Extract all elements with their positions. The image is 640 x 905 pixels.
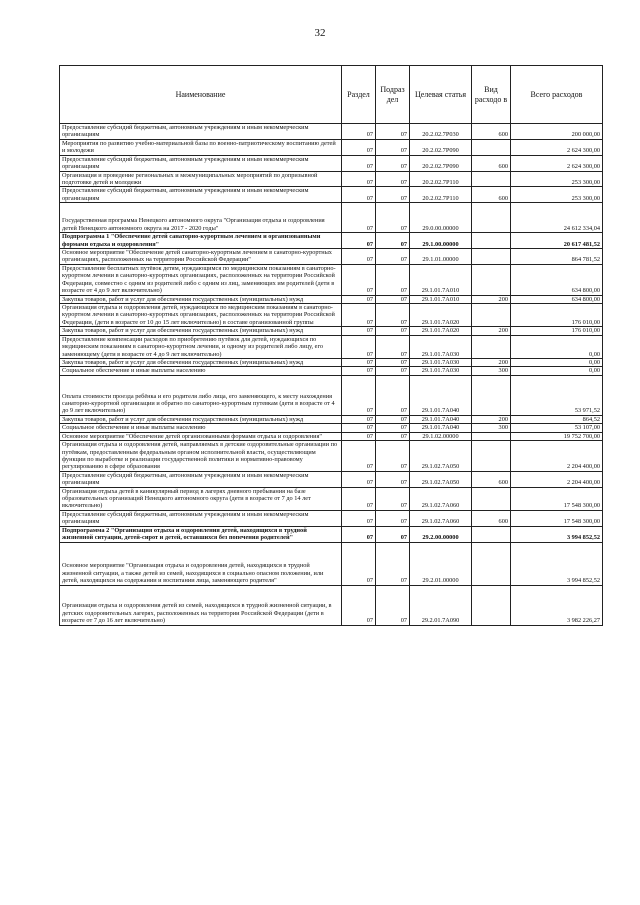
cell-kind: 200 <box>472 295 511 303</box>
table-row <box>60 375 603 415</box>
cell-subsection: 07 <box>376 304 410 327</box>
cell-target: 29.1.02.7А060 <box>410 487 472 510</box>
cell-name: Закупка товаров, работ и услуг для обеспечения государственных (муниципальных) нужд <box>60 358 342 366</box>
table-row <box>60 155 603 171</box>
table-row <box>60 487 603 510</box>
table-row <box>60 510 603 526</box>
cell-name: Закупка товаров, работ и услуг для обеспечения государственных (муниципальных) нужд <box>60 295 342 303</box>
cell-subsection: 07 <box>376 327 410 335</box>
cell-section: 07 <box>342 233 376 249</box>
cell-subsection: 07 <box>376 585 410 625</box>
cell-kind: 300 <box>472 424 511 432</box>
cell-name: Организация отдыха и оздоровления детей, направляемых в детские оздоровительные организации по путёвкам, предоставленным федеральным органом исполнительной власти, осуществляющим функции по выработке и реализации государственной политики и нормативно-правовому регулированию в сфере образования <box>60 441 342 472</box>
cell-target: 20.2.02.7Р110 <box>410 187 472 203</box>
cell-subsection: 07 <box>376 233 410 249</box>
cell-subsection: 07 <box>376 510 410 526</box>
table-row <box>60 264 603 295</box>
cell-kind: 600 <box>472 471 511 487</box>
table-row <box>60 471 603 487</box>
cell-subsection: 07 <box>376 249 410 265</box>
cell-total: 253 300,00 <box>511 171 603 187</box>
cell-name: Предоставление компенсации расходов по приобретению путёвок для детей, нуждающихся по медицинским показаниям в санаторно-курортном лечении, и одному из родителей либо лицу, его заменяющему (дети в возрасте от 4 до 9 лет включительно) <box>60 335 342 358</box>
cell-target: 29.1.01.7А020 <box>410 327 472 335</box>
cell-kind <box>472 249 511 265</box>
cell-section: 07 <box>342 415 376 423</box>
cell-target: 29.1.01.7А040 <box>410 375 472 415</box>
cell-target: 29.1.00.00000 <box>410 233 472 249</box>
cell-kind: 600 <box>472 187 511 203</box>
cell-kind <box>472 585 511 625</box>
cell-section: 07 <box>342 139 376 155</box>
page-number: 32 <box>314 27 326 39</box>
cell-name: Подпрограмма 1 "Обеспечение детей санаторно-курортным лечением и организованными формами отдыха и оздоровления" <box>60 233 342 249</box>
table-row <box>60 432 603 440</box>
cell-subsection: 07 <box>376 203 410 233</box>
cell-total: 176 010,00 <box>511 304 603 327</box>
table-body <box>60 124 603 626</box>
header-total: Всего расходов <box>511 66 603 124</box>
cell-section: 07 <box>342 335 376 358</box>
cell-kind <box>472 304 511 327</box>
cell-subsection: 07 <box>376 358 410 366</box>
cell-target: 29.1.02.00000 <box>410 432 472 440</box>
cell-total: 253 300,00 <box>511 187 603 203</box>
cell-target: 29.1.01.7А010 <box>410 264 472 295</box>
header-subsection: Подраз дел <box>376 66 410 124</box>
table-row <box>60 124 603 140</box>
cell-name: Социальное обеспечение и иные выплаты населению <box>60 367 342 375</box>
cell-total: 2 204 400,00 <box>511 471 603 487</box>
cell-name: Основное мероприятие "Обеспечение детей санаторно-курортным лечением в санаторно-курортных организациях, расположенных на территории Российской Федерации" <box>60 249 342 265</box>
header-kind: Вид расходо в <box>472 66 511 124</box>
cell-name: Основное мероприятие "Организация отдыха и оздоровления детей, находящихся в трудной жизненной ситуации, а также детей из семей, находящихся в социально опасном положении, или детей, находящихся на содержании и воспитании лица, заменяющего родителя" <box>60 542 342 585</box>
cell-name: Организация отдыха и оздоровления детей из семей, находящихся в трудной жизненной ситуации, в детских оздоровительных лагерях, расположенных на территории Российской Федерации (дети в возрасте от 7 до 16 лет включительно) <box>60 585 342 625</box>
cell-name: Организация отдыха и оздоровления детей, нуждающихся по медицинским показаниям в санаторно-курортном лечении в санаторно-курортных организациях, расположенных на территории Российской Федерации, (дети в возрасте от 10 до 15 лет включительно) в составе организованной группы <box>60 304 342 327</box>
cell-total: 19 752 700,00 <box>511 432 603 440</box>
cell-target: 29.1.02.7А050 <box>410 471 472 487</box>
cell-target: 29.1.01.7А040 <box>410 424 472 432</box>
cell-total: 3 994 852,52 <box>511 526 603 542</box>
cell-name: Предоставление субсидий бюджетным, автономным учреждениям и иным некоммерческим организациям <box>60 124 342 140</box>
cell-section: 07 <box>342 187 376 203</box>
cell-target: 20.2.02.7Р030 <box>410 124 472 140</box>
cell-target: 29.1.01.7А020 <box>410 304 472 327</box>
cell-total: 864 781,52 <box>511 249 603 265</box>
table-row <box>60 203 603 233</box>
cell-target: 20.2.02.7Р090 <box>410 155 472 171</box>
cell-target: 29.2.00.00000 <box>410 526 472 542</box>
cell-target: 29.1.01.7А010 <box>410 295 472 303</box>
cell-total: 0,00 <box>511 335 603 358</box>
cell-section: 07 <box>342 432 376 440</box>
cell-section: 07 <box>342 249 376 265</box>
cell-subsection: 07 <box>376 367 410 375</box>
table-row <box>60 526 603 542</box>
cell-section: 07 <box>342 471 376 487</box>
cell-name: Мероприятия по развитию учебно-материальной базы по военно-патриотическому воспитанию детей и молодежи <box>60 139 342 155</box>
cell-kind <box>472 441 511 472</box>
cell-kind: 200 <box>472 327 511 335</box>
table-row <box>60 327 603 335</box>
cell-subsection: 07 <box>376 424 410 432</box>
header-target: Целевая статья <box>410 66 472 124</box>
cell-section: 07 <box>342 526 376 542</box>
table-row <box>60 585 603 625</box>
cell-section: 07 <box>342 375 376 415</box>
cell-subsection: 07 <box>376 335 410 358</box>
cell-section: 07 <box>342 171 376 187</box>
cell-total: 53 107,00 <box>511 424 603 432</box>
cell-subsection: 07 <box>376 375 410 415</box>
cell-section: 07 <box>342 367 376 375</box>
cell-total: 2 204 400,00 <box>511 441 603 472</box>
cell-target: 29.0.00.00000 <box>410 203 472 233</box>
table-row <box>60 295 603 303</box>
cell-kind <box>472 139 511 155</box>
cell-total: 0,00 <box>511 367 603 375</box>
cell-name: Государственная программа Ненецкого автономного округа "Организация отдыха и оздоровления детей Ненецкого автономного округа на 2017 - 2020 годы" <box>60 203 342 233</box>
cell-total: 2 624 300,00 <box>511 155 603 171</box>
header-section: Раздел <box>342 66 376 124</box>
cell-name: Оплата стоимости проезда ребёнка и его родителя либо лица, его заменяющего, к месту нахождения санаторно-курортной организации и обратно по санаторно-курортным путевкам (дети в возрасте от 4 до 9 лет включительно) <box>60 375 342 415</box>
cell-total: 53 971,52 <box>511 375 603 415</box>
cell-kind: 200 <box>472 415 511 423</box>
cell-kind: 600 <box>472 124 511 140</box>
cell-section: 07 <box>342 510 376 526</box>
cell-total: 17 548 300,00 <box>511 487 603 510</box>
cell-kind: 600 <box>472 155 511 171</box>
cell-section: 07 <box>342 203 376 233</box>
cell-section: 07 <box>342 358 376 366</box>
table-row <box>60 335 603 358</box>
cell-target: 29.1.02.7А060 <box>410 510 472 526</box>
cell-name: Закупка товаров, работ и услуг для обеспечения государственных (муниципальных) нужд <box>60 415 342 423</box>
cell-section: 07 <box>342 487 376 510</box>
cell-target: 29.1.01.7А030 <box>410 358 472 366</box>
table-row <box>60 304 603 327</box>
cell-total: 200 000,00 <box>511 124 603 140</box>
cell-target: 29.1.01.7А040 <box>410 415 472 423</box>
cell-target: 29.2.01.7А090 <box>410 585 472 625</box>
cell-name: Закупка товаров, работ и услуг для обеспечения государственных (муниципальных) нужд <box>60 327 342 335</box>
cell-subsection: 07 <box>376 139 410 155</box>
cell-total: 17 548 300,00 <box>511 510 603 526</box>
cell-subsection: 07 <box>376 487 410 510</box>
cell-subsection: 07 <box>376 526 410 542</box>
cell-subsection: 07 <box>376 432 410 440</box>
cell-name: Предоставление субсидий бюджетным, автономным учреждениям и иным некоммерческим организациям <box>60 155 342 171</box>
table-row <box>60 233 603 249</box>
cell-kind: 200 <box>472 358 511 366</box>
cell-kind <box>472 264 511 295</box>
cell-kind <box>472 335 511 358</box>
table-row <box>60 424 603 432</box>
table-row <box>60 358 603 366</box>
cell-subsection: 07 <box>376 264 410 295</box>
cell-total: 176 010,00 <box>511 327 603 335</box>
cell-section: 07 <box>342 155 376 171</box>
cell-name: Организация отдыха детей в каникулярный период в лагерях дневного пребывания на базе образовательных организаций Ненецкого автономного округа (дети в возрасте от 7 до 14 лет включительно) <box>60 487 342 510</box>
table-row <box>60 139 603 155</box>
cell-total: 3 982 226,27 <box>511 585 603 625</box>
cell-total: 634 800,00 <box>511 295 603 303</box>
cell-name: Предоставление субсидий бюджетным, автономным учреждениям и иным некоммерческим организациям <box>60 187 342 203</box>
table-row <box>60 441 603 472</box>
cell-name: Подпрограмма 2 "Организация отдыха и оздоровления детей, находящихся в трудной жизненной ситуации, детей-сирот и детей, оставшихся без попечения родителей" <box>60 526 342 542</box>
cell-subsection: 07 <box>376 171 410 187</box>
cell-subsection: 07 <box>376 441 410 472</box>
cell-section: 07 <box>342 304 376 327</box>
cell-name: Предоставление субсидий бюджетным, автономным учреждениям и иным некоммерческим организациям <box>60 471 342 487</box>
cell-total: 864,52 <box>511 415 603 423</box>
cell-kind <box>472 487 511 510</box>
cell-total: 3 994 852,52 <box>511 542 603 585</box>
cell-name: Предоставление бесплатных путёвок детям, нуждающимся по медицинским показаниям в санаторно-курортном лечении в санаторно-курортных организациях, расположенных на территории Российской Федерации, совместно с одним из родителей либо с одним из лиц, заменяющих им родителей (дети в возрасте от 4 до 9 лет включительно) <box>60 264 342 295</box>
cell-subsection: 07 <box>376 187 410 203</box>
cell-section: 07 <box>342 264 376 295</box>
cell-subsection: 07 <box>376 471 410 487</box>
cell-total: 24 612 334,04 <box>511 203 603 233</box>
cell-name: Основное мероприятие "Обеспечение детей организованными формами отдыха и оздоровления" <box>60 432 342 440</box>
header-name: Наименование <box>60 66 342 124</box>
cell-section: 07 <box>342 424 376 432</box>
table-header-row <box>60 66 603 124</box>
cell-total: 2 624 300,00 <box>511 139 603 155</box>
cell-kind <box>472 432 511 440</box>
cell-kind: 600 <box>472 510 511 526</box>
table-row <box>60 367 603 375</box>
cell-subsection: 07 <box>376 124 410 140</box>
cell-section: 07 <box>342 441 376 472</box>
cell-subsection: 07 <box>376 542 410 585</box>
cell-name: Организация и проведение региональных и межмуниципальных мероприятий по допризывной подготовке детей и молодежи <box>60 171 342 187</box>
cell-kind <box>472 203 511 233</box>
cell-target: 29.1.01.7А030 <box>410 335 472 358</box>
cell-name: Социальное обеспечение и иные выплаты населению <box>60 424 342 432</box>
cell-total: 0,00 <box>511 358 603 366</box>
table-row <box>60 415 603 423</box>
table-row <box>60 542 603 585</box>
cell-total: 634 800,00 <box>511 264 603 295</box>
table-row <box>60 187 603 203</box>
cell-subsection: 07 <box>376 295 410 303</box>
cell-target: 29.2.01.00000 <box>410 542 472 585</box>
cell-section: 07 <box>342 327 376 335</box>
cell-name: Предоставление субсидий бюджетным, автономным учреждениям и иным некоммерческим организациям <box>60 510 342 526</box>
table-row <box>60 171 603 187</box>
cell-target: 29.1.01.00000 <box>410 249 472 265</box>
cell-section: 07 <box>342 585 376 625</box>
cell-target: 20.2.02.7Р090 <box>410 139 472 155</box>
cell-kind <box>472 526 511 542</box>
cell-subsection: 07 <box>376 155 410 171</box>
cell-kind <box>472 375 511 415</box>
cell-kind <box>472 542 511 585</box>
cell-target: 29.1.01.7А030 <box>410 367 472 375</box>
cell-section: 07 <box>342 295 376 303</box>
expenditure-table <box>59 65 603 626</box>
cell-target: 20.2.02.7Р110 <box>410 171 472 187</box>
cell-subsection: 07 <box>376 415 410 423</box>
cell-kind <box>472 233 511 249</box>
cell-target: 29.1.02.7А050 <box>410 441 472 472</box>
cell-section: 07 <box>342 124 376 140</box>
cell-section: 07 <box>342 542 376 585</box>
cell-total: 20 617 481,52 <box>511 233 603 249</box>
table-row <box>60 249 603 265</box>
cell-kind <box>472 171 511 187</box>
cell-kind: 300 <box>472 367 511 375</box>
